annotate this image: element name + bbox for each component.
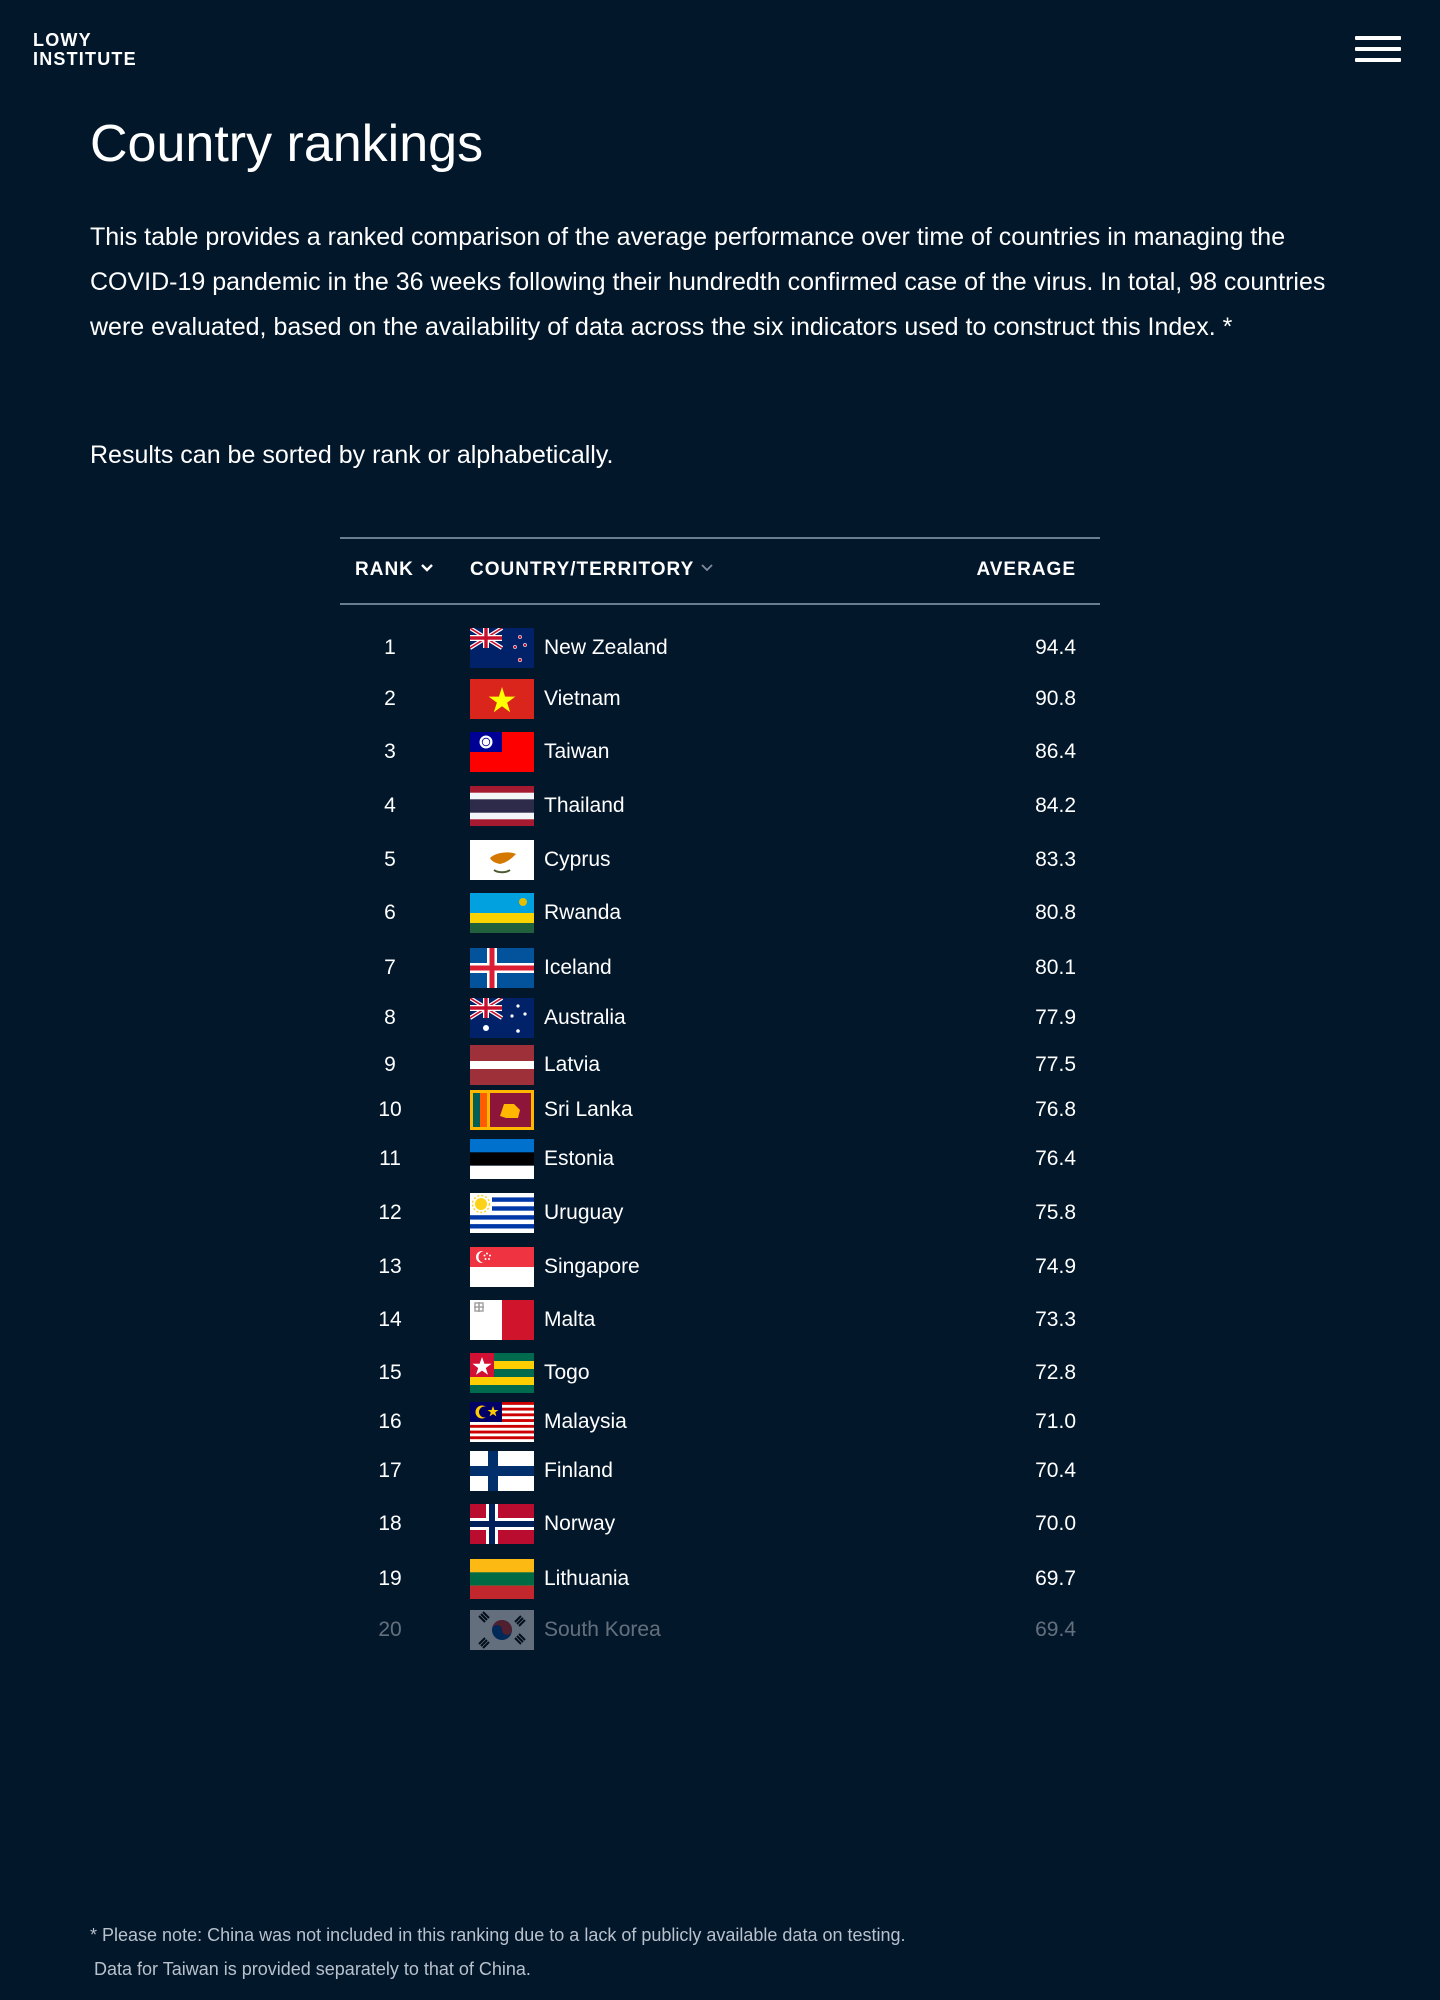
country-cell: Latvia bbox=[544, 1053, 601, 1076]
country-cell: Thailand bbox=[544, 794, 625, 817]
table-row bbox=[340, 993, 1100, 1043]
average-cell: 90.8 bbox=[1035, 687, 1076, 710]
flag-icon bbox=[470, 679, 534, 719]
country-header-label: COUNTRY/TERRITORY bbox=[470, 559, 695, 580]
rank-cell: 8 bbox=[384, 1006, 396, 1029]
average-cell: 73.3 bbox=[1035, 1308, 1076, 1331]
average-cell: 76.4 bbox=[1035, 1147, 1076, 1170]
average-cell: 84.2 bbox=[1035, 794, 1076, 817]
country-cell: Sri Lanka bbox=[544, 1098, 633, 1121]
flag-icon bbox=[470, 1402, 534, 1442]
table-row bbox=[340, 1040, 1100, 1090]
country-cell: Togo bbox=[544, 1361, 590, 1384]
rank-cell: 17 bbox=[378, 1459, 402, 1482]
table-row bbox=[340, 623, 1100, 673]
rank-cell: 6 bbox=[384, 901, 396, 924]
rank-cell: 11 bbox=[379, 1147, 401, 1170]
flag-icon bbox=[470, 628, 534, 668]
top-bar bbox=[0, 0, 1440, 100]
footnote-line-1: * Please note: China was not included in this ranking due to a lack of publicly available data on testing. bbox=[90, 1925, 906, 1945]
rank-cell: 5 bbox=[384, 848, 396, 871]
table-row bbox=[340, 1242, 1100, 1292]
average-cell: 71.0 bbox=[1035, 1410, 1076, 1433]
hamburger-icon[interactable] bbox=[1355, 34, 1401, 66]
average-cell: 69.7 bbox=[1035, 1567, 1076, 1590]
rankings-table bbox=[340, 537, 1100, 1895]
table-row bbox=[340, 1397, 1100, 1447]
rank-cell: 3 bbox=[384, 740, 396, 763]
table-row bbox=[340, 1295, 1100, 1345]
rank-cell: 16 bbox=[378, 1410, 402, 1433]
rank-cell: 14 bbox=[378, 1308, 402, 1331]
flag-icon bbox=[470, 1353, 534, 1393]
flag-icon bbox=[470, 1090, 534, 1130]
table-row bbox=[340, 943, 1100, 993]
chevron-down-icon bbox=[700, 561, 714, 575]
logo-line-1: LOWY bbox=[33, 30, 92, 50]
average-cell: 83.3 bbox=[1035, 848, 1076, 871]
average-cell: 70.0 bbox=[1035, 1512, 1076, 1535]
flag-icon bbox=[470, 1193, 534, 1233]
flag-icon bbox=[470, 1559, 534, 1599]
flag-icon bbox=[470, 1504, 534, 1544]
average-cell: 76.8 bbox=[1035, 1098, 1076, 1121]
table-row bbox=[340, 835, 1100, 885]
country-cell: Singapore bbox=[544, 1255, 640, 1278]
average-cell: 80.1 bbox=[1035, 956, 1076, 979]
flag-icon bbox=[470, 1451, 534, 1491]
rank-cell: 9 bbox=[384, 1053, 396, 1076]
average-cell: 77.9 bbox=[1035, 1006, 1076, 1029]
footnote-line-2: Data for Taiwan is provided separately to that of China. bbox=[94, 1959, 531, 1979]
page-title: Country rankings bbox=[90, 115, 484, 173]
table-row bbox=[340, 1499, 1100, 1549]
rank-cell: 20 bbox=[378, 1618, 402, 1641]
country-cell: Malaysia bbox=[544, 1410, 627, 1433]
rank-cell: 13 bbox=[378, 1255, 402, 1278]
country-cell: Taiwan bbox=[544, 740, 610, 763]
country-cell: New Zealand bbox=[544, 636, 668, 659]
sort-note: Results can be sorted by rank or alphabetically. bbox=[90, 441, 614, 469]
flag-icon bbox=[470, 840, 534, 880]
lowy-institute-logo[interactable] bbox=[33, 31, 137, 69]
flag-icon bbox=[470, 786, 534, 826]
table-row bbox=[340, 1446, 1100, 1496]
country-cell: Australia bbox=[544, 1006, 626, 1029]
table-row bbox=[340, 1085, 1100, 1135]
flag-icon bbox=[470, 1045, 534, 1085]
table-row bbox=[340, 1348, 1100, 1398]
table-top-rule bbox=[340, 537, 1100, 539]
table-row bbox=[340, 1605, 1100, 1655]
rank-cell: 4 bbox=[384, 794, 396, 817]
average-cell: 86.4 bbox=[1035, 740, 1076, 763]
country-cell: Rwanda bbox=[544, 901, 622, 924]
logo-line-2: INSTITUTE bbox=[33, 49, 137, 69]
rank-cell: 2 bbox=[384, 687, 396, 710]
rank-cell: 1 bbox=[384, 636, 396, 659]
average-cell: 75.8 bbox=[1035, 1201, 1076, 1224]
country-cell: Norway bbox=[544, 1512, 616, 1535]
rank-cell: 7 bbox=[384, 956, 396, 979]
rank-cell: 12 bbox=[378, 1201, 402, 1224]
table-row bbox=[340, 1554, 1100, 1604]
flag-icon bbox=[470, 1247, 534, 1287]
average-column-header: AVERAGE bbox=[976, 559, 1076, 580]
rank-column-header[interactable] bbox=[355, 555, 434, 585]
flag-icon bbox=[470, 1139, 534, 1179]
flag-icon bbox=[470, 732, 534, 772]
rank-cell: 18 bbox=[378, 1512, 402, 1535]
country-cell: South Korea bbox=[544, 1618, 661, 1641]
country-cell: Finland bbox=[544, 1459, 613, 1482]
country-cell: Uruguay bbox=[544, 1201, 624, 1224]
footnote bbox=[90, 1918, 1350, 1986]
flag-icon bbox=[470, 1610, 534, 1650]
average-cell: 94.4 bbox=[1035, 636, 1076, 659]
table-row bbox=[340, 781, 1100, 831]
average-cell: 72.8 bbox=[1035, 1361, 1076, 1384]
table-header-rule bbox=[340, 603, 1100, 605]
rank-cell: 19 bbox=[378, 1567, 402, 1590]
country-cell: Iceland bbox=[544, 956, 612, 979]
country-cell: Cyprus bbox=[544, 848, 611, 871]
table-row bbox=[340, 888, 1100, 938]
flag-icon bbox=[470, 893, 534, 933]
country-cell: Estonia bbox=[544, 1147, 615, 1170]
country-column-header[interactable] bbox=[470, 555, 714, 585]
table-row bbox=[340, 727, 1100, 777]
rank-header-label: RANK bbox=[355, 559, 414, 580]
average-cell: 74.9 bbox=[1035, 1255, 1076, 1278]
country-cell: Lithuania bbox=[544, 1567, 630, 1590]
average-cell: 80.8 bbox=[1035, 901, 1076, 924]
intro-paragraph: This table provides a ranked comparison of the average performance over time of countries in managing the COVID-19 pandemic in the 36 weeks following their hundredth confirmed case of the virus. In total, 98 countries were evaluated, based on the availability of data across the six indicators used to construct this Index. * bbox=[90, 223, 1326, 341]
table-row bbox=[340, 1134, 1100, 1184]
flag-icon bbox=[470, 1300, 534, 1340]
country-cell: Malta bbox=[544, 1308, 596, 1331]
rank-cell: 15 bbox=[378, 1361, 402, 1384]
average-cell: 69.4 bbox=[1035, 1618, 1076, 1641]
country-cell: Vietnam bbox=[544, 687, 621, 710]
table-row bbox=[340, 674, 1100, 724]
table-row bbox=[340, 1188, 1100, 1238]
average-cell: 70.4 bbox=[1035, 1459, 1076, 1482]
chevron-down-icon bbox=[420, 561, 434, 575]
flag-icon bbox=[470, 948, 534, 988]
rank-cell: 10 bbox=[378, 1098, 402, 1121]
flag-icon bbox=[470, 998, 534, 1038]
average-cell: 77.5 bbox=[1035, 1053, 1076, 1076]
